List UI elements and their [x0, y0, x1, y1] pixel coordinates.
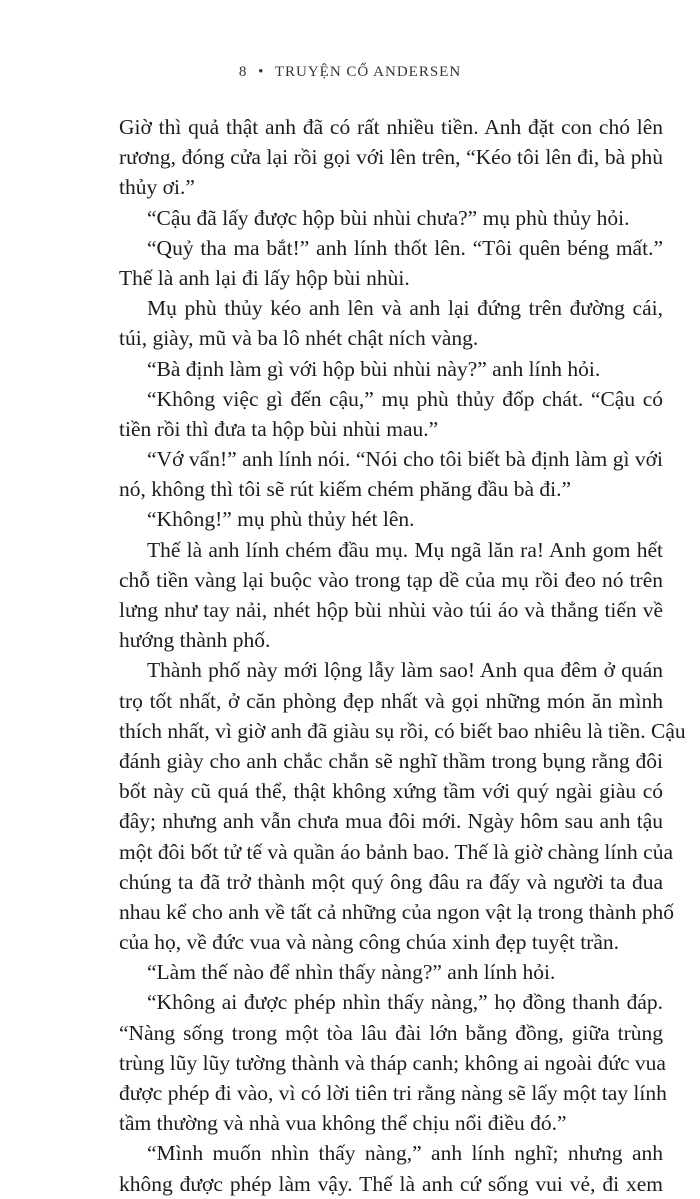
- text-line: đây; nhưng anh vẫn chưa mua đôi mới. Ngày hôm sau anh tậu: [119, 809, 663, 834]
- text-line: Thế là anh lại đi lấy hộp bùi nhùi.: [119, 265, 410, 290]
- text-line: Giờ thì quả thật anh đã có rất nhiều tiền. Anh đặt con chó lên: [119, 115, 663, 139]
- text-line: chỗ tiền vàng lại buộc vào trong tạp dề của mụ rồi đeo nó trên: [119, 567, 663, 592]
- text-line: tiền rồi thì đưa ta hộp bùi nhùi mau.”: [119, 416, 439, 441]
- text-line: “Mình muốn nhìn thấy nàng,” anh lính nghĩ; nhưng anh: [147, 1141, 663, 1166]
- running-header: [0, 64, 700, 81]
- book-title: TRUYỆN CỔ ANDERSEN: [274, 64, 462, 80]
- text-line: tầm thường và nhà vua không thể chịu nổi điều đó.”: [119, 1111, 567, 1136]
- text-line: trọ tốt nhất, ở căn phòng đẹp nhất và gọi những món ăn mình: [119, 688, 663, 713]
- text-line: “Vớ vẩn!” anh lính nói. “Nói cho tôi biết bà định làm gì với: [147, 447, 663, 472]
- text-line: một đôi bốt tử tế và quần áo bảnh bao. Thế là giờ chàng lính của: [119, 839, 674, 864]
- text-line: trùng lũy lũy tường thành và tháp canh; không ai ngoài đức vua: [119, 1050, 666, 1075]
- header-separator: •: [258, 64, 265, 80]
- text-line: chúng ta đã trở thành một quý ông đâu ra đấy và người ta đua: [119, 869, 663, 894]
- text-line: rương, đóng cửa lại rồi gọi với lên trên, “Kéo tôi lên đi, bà phù: [119, 145, 663, 170]
- page-number: 8: [238, 64, 248, 80]
- text-line: Thành phố này mới lộng lẫy làm sao! Anh qua đêm ở quán: [147, 658, 663, 683]
- text-line: bốt này cũ quá thể, thật không xứng tầm với quý ngài giàu có: [119, 779, 663, 804]
- text-line: “Nàng sống trong một tòa lâu đài lớn bằng đồng, giữa trùng: [119, 1020, 663, 1045]
- text-line: nó, không thì tôi sẽ rút kiếm chém phăng đầu bà đi.”: [119, 477, 572, 502]
- text-line: hướng thành phố.: [119, 628, 271, 653]
- text-line: “Quỷ tha ma bắt!” anh lính thốt lên. “Tôi quên béng mất.”: [147, 235, 663, 260]
- text-line: thủy ơi.”: [119, 175, 195, 200]
- text-line: được phép đi vào, vì có lời tiên tri rằng nàng sẽ lấy một tay lính: [119, 1081, 667, 1105]
- text-line: không được phép làm vậy. Thế là anh cứ sống vui vẻ, đi xem: [119, 1171, 663, 1196]
- text-line: “Bà định làm gì với hộp bùi nhùi này?” anh lính hỏi.: [147, 356, 601, 381]
- body-text: [119, 112, 686, 1199]
- text-line: “Làm thế nào để nhìn thấy nàng?” anh lính hỏi.: [147, 960, 556, 985]
- text-line: đánh giày cho anh chắc chắn sẽ nghĩ thầm trong bụng rằng đôi: [119, 748, 663, 773]
- text-line: Thế là anh lính chém đầu mụ. Mụ ngã lăn ra! Anh gom hết: [147, 537, 663, 562]
- text-line: của họ, về đức vua và nàng công chúa xinh đẹp tuyệt trần.: [119, 930, 620, 955]
- text-line: lưng như tay nải, nhét hộp bùi nhùi vào túi áo và thẳng tiến về: [119, 598, 663, 622]
- text-line: “Không việc gì đến cậu,” mụ phù thủy đốp chát. “Cậu có: [147, 386, 663, 411]
- text-line: túi, giày, mũ và ba lô nhét chật ních vàng.: [119, 326, 479, 351]
- text-line: nhau kể cho anh về tất cả những của ngon vật lạ trong thành phố: [119, 899, 674, 924]
- text-line: “Không ai được phép nhìn thấy nàng,” họ đồng thanh đáp.: [147, 990, 663, 1015]
- text-line: thích nhất, vì giờ anh đã giàu sụ rồi, có biết bao nhiêu là tiền. Cậu: [119, 718, 686, 743]
- text-line: “Cậu đã lấy được hộp bùi nhùi chưa?” mụ phù thủy hỏi.: [147, 205, 630, 230]
- text-line: Mụ phù thủy kéo anh lên và anh lại đứng trên đường cái,: [147, 296, 663, 321]
- text-line: “Không!” mụ phù thủy hét lên.: [147, 507, 415, 532]
